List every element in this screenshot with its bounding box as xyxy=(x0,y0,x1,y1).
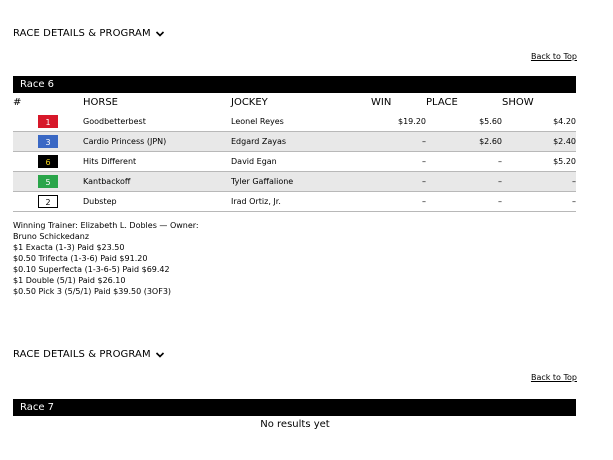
payout-line: $1 Double (5/1) Paid $26.10 xyxy=(13,276,126,285)
show-payout: $5.20 xyxy=(502,152,576,172)
horse-name: Dubstep xyxy=(83,192,231,212)
win-payout: – xyxy=(371,132,426,152)
program-number-cell xyxy=(13,152,83,172)
win-payout: – xyxy=(371,192,426,212)
program-number-badge: 3 xyxy=(38,135,58,148)
place-payout: – xyxy=(426,192,502,212)
back-to-top-link-2[interactable]: Back to Top xyxy=(530,373,577,382)
chevron-down-icon xyxy=(155,29,165,39)
program-number-cell xyxy=(13,112,83,132)
no-results-message: No results yet xyxy=(260,419,330,430)
program-number-cell xyxy=(13,132,83,152)
back-to-top-link[interactable]: Back to Top xyxy=(530,52,577,61)
race-details-toggle[interactable] xyxy=(13,28,165,39)
win-payout: – xyxy=(371,152,426,172)
trainer-owner-line: Winning Trainer: Elizabeth L. Dobles — Owner: xyxy=(13,221,199,230)
header-place: PLACE xyxy=(426,96,458,108)
header-number: # xyxy=(13,96,22,108)
place-payout: – xyxy=(426,152,502,172)
place-payout: $5.60 xyxy=(426,112,502,132)
header-horse: HORSE xyxy=(83,96,119,108)
payout-line: $0.10 Superfecta (1-3-6-5) Paid $69.42 xyxy=(13,265,170,274)
results-table xyxy=(13,92,576,212)
show-payout: – xyxy=(502,192,576,212)
horse-name: Kantbackoff xyxy=(83,172,231,192)
horse-name: Hits Different xyxy=(83,152,231,172)
program-number-badge: 1 xyxy=(38,115,58,128)
horse-name: Goodbetterbest xyxy=(83,112,231,132)
jockey-name: David Egan xyxy=(231,152,371,172)
payout-line: $0.50 Trifecta (1-3-6) Paid $91.20 xyxy=(13,254,148,263)
table-row xyxy=(13,112,576,132)
jockey-name: Edgard Zayas xyxy=(231,132,371,152)
header-win: WIN xyxy=(371,96,392,108)
place-payout: – xyxy=(426,172,502,192)
payout-line: $1 Exacta (1-3) Paid $23.50 xyxy=(13,243,125,252)
win-payout: $19.20 xyxy=(371,112,426,132)
program-number-badge: 6 xyxy=(38,155,58,168)
race-details-label: RACE DETAILS & PROGRAM xyxy=(13,28,151,39)
jockey-name: Tyler Gaffalione xyxy=(231,172,371,192)
show-payout: – xyxy=(502,172,576,192)
chevron-down-icon xyxy=(155,350,165,360)
horse-name: Cardio Princess (JPN) xyxy=(83,132,231,152)
race-payout-info xyxy=(13,220,243,297)
show-payout: $2.40 xyxy=(502,132,576,152)
race-details-label: RACE DETAILS & PROGRAM xyxy=(13,349,151,360)
race-header-bar-2 xyxy=(13,399,576,416)
table-row xyxy=(13,152,576,172)
race-details-toggle-2[interactable] xyxy=(13,349,165,360)
program-number-badge: 5 xyxy=(38,175,58,188)
race-title: Race 6 xyxy=(20,79,55,90)
header-jockey: JOCKEY xyxy=(231,96,268,108)
program-number-badge: 2 xyxy=(38,195,58,208)
race-header-bar xyxy=(13,76,576,93)
table-header-row xyxy=(13,92,576,112)
race-title: Race 7 xyxy=(20,402,55,413)
payout-line: $0.50 Pick 3 (5/5/1) Paid $39.50 (3OF3) xyxy=(13,287,172,296)
jockey-name: Irad Ortiz, Jr. xyxy=(231,192,371,212)
place-payout: $2.60 xyxy=(426,132,502,152)
table-row xyxy=(13,192,576,212)
table-row xyxy=(13,172,576,192)
program-number-cell xyxy=(13,192,83,212)
trainer-owner-line: Bruno Schickedanz xyxy=(13,232,90,241)
show-payout: $4.20 xyxy=(502,112,576,132)
program-number-cell xyxy=(13,172,83,192)
jockey-name: Leonel Reyes xyxy=(231,112,371,132)
header-show: SHOW xyxy=(502,96,534,108)
table-row xyxy=(13,132,576,152)
win-payout: – xyxy=(371,172,426,192)
